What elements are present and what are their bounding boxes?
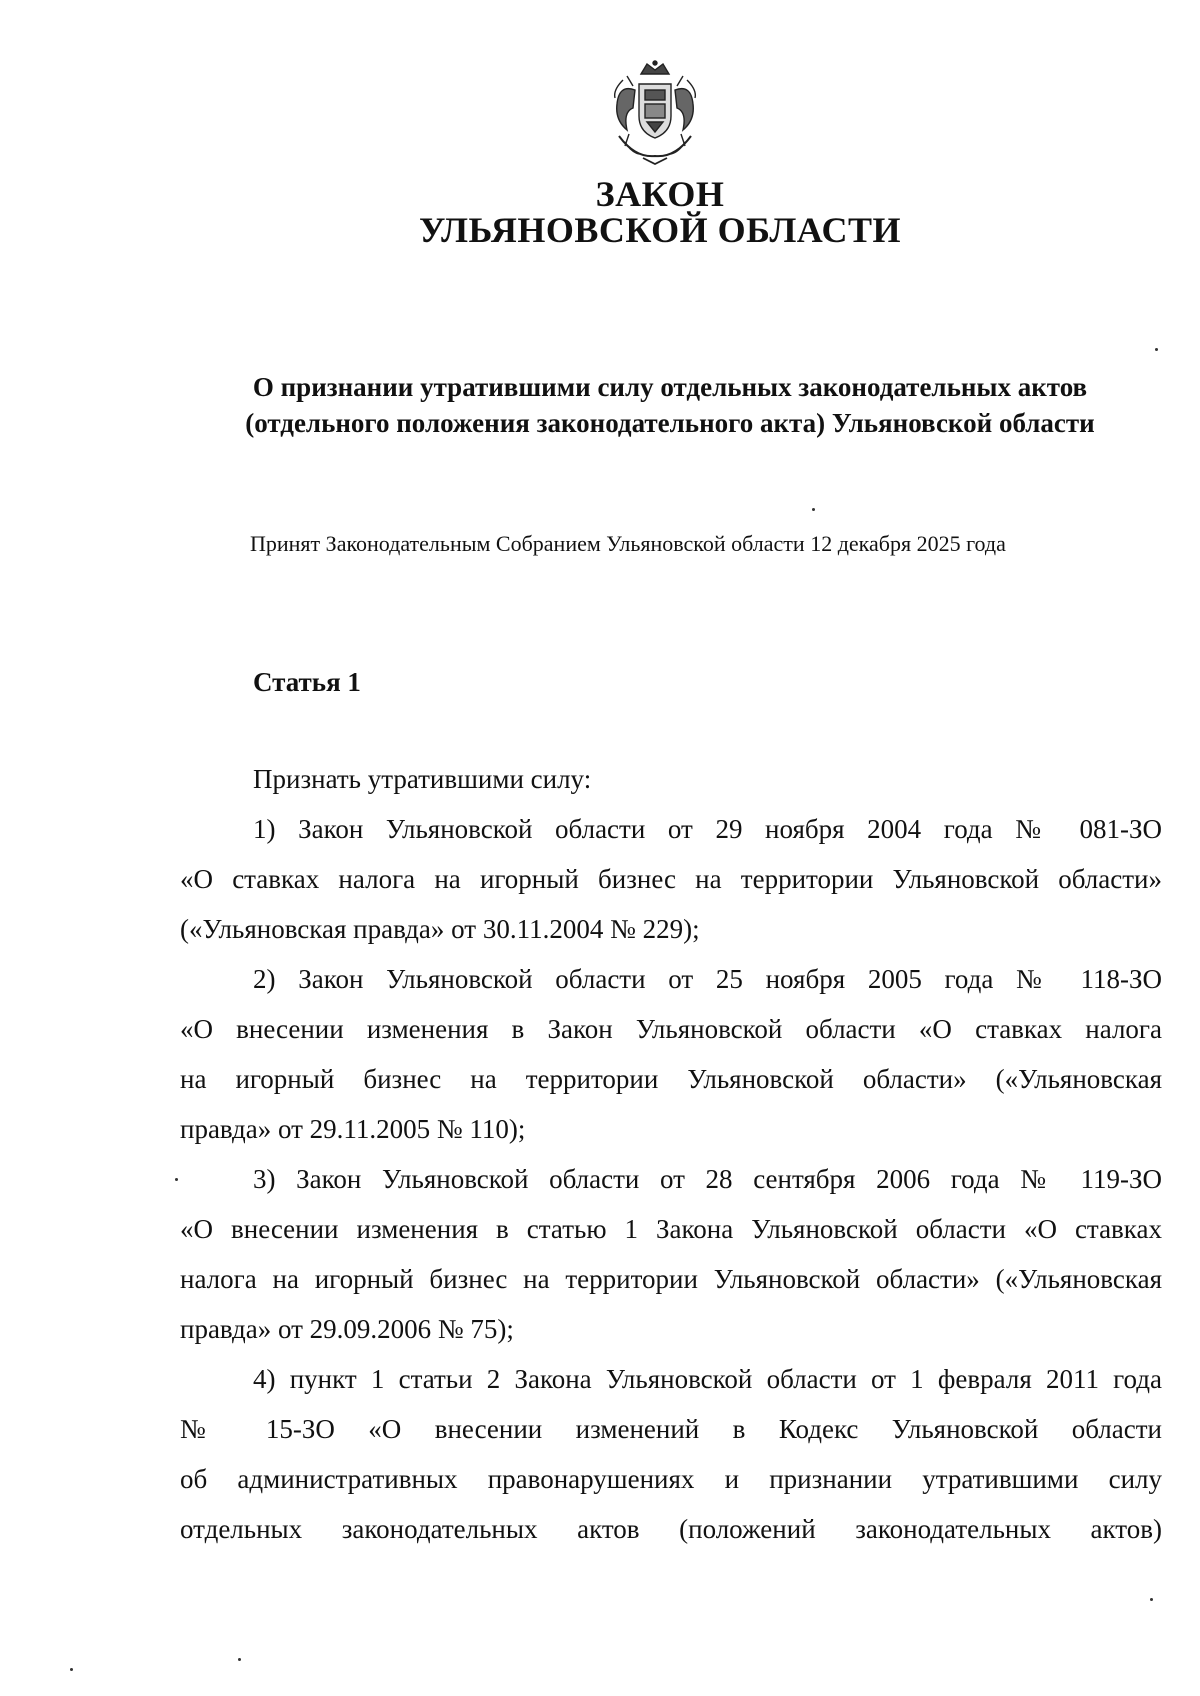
article-line-11: правда» от 29.09.2006 № 75);: [180, 1314, 514, 1344]
article-line-5: «О внесении изменения в Закон Ульяновской области «О ставках налога: [180, 1014, 1162, 1044]
adoption-note: Принят Законодательным Собранием Ульяновской области 12 декабря 2025 года: [250, 531, 1006, 556]
article-line-3: («Ульяновская правда» от 30.11.2004 № 229);: [180, 914, 700, 944]
article-line-2: «О ставках налога на игорный бизнес на территории Ульяновской области»: [180, 864, 1162, 894]
scan-speck: [812, 508, 815, 511]
article-line-4: 2) Закон Ульяновской области от 25 ноября 2005 года № 118-ЗО: [253, 964, 1162, 994]
scan-speck: [70, 1668, 73, 1671]
law-title-line2: УЛЬЯНОВСКОЙ ОБЛАСТИ: [418, 210, 902, 250]
article-line-6: на игорный бизнес на территории Ульяновской области» («Ульяновская: [180, 1064, 1162, 1094]
scan-speck: [175, 1178, 178, 1181]
scan-speck: [238, 1658, 241, 1661]
article-line-15: отдельных законодательных актов (положений законодательных актов): [180, 1514, 1162, 1544]
law-subject-line2: (отдельного положения законодательного акта) Ульяновской области: [245, 408, 1095, 438]
article-heading: Статья 1: [253, 667, 361, 697]
article-line-13: № 15-ЗО «О внесении изменений в Кодекс Ульяновской области: [180, 1414, 1162, 1444]
law-title-line1: ЗАКОН: [595, 174, 725, 214]
article-line-14: об административных правонарушениях и признании утратившими силу: [180, 1464, 1162, 1494]
article-line-1: 1) Закон Ульяновской области от 29 ноября 2004 года № 081-ЗО: [253, 814, 1162, 844]
law-subject-line1: О признании утратившими силу отдельных законодательных актов: [252, 372, 1088, 402]
scan-speck: [1155, 348, 1158, 351]
article-line-12: 4) пункт 1 статьи 2 Закона Ульяновской области от 1 февраля 2011 года: [253, 1364, 1162, 1394]
coat-of-arms-icon: [605, 60, 705, 168]
article-line-8: 3) Закон Ульяновской области от 28 сентября 2006 года № 119-ЗО: [253, 1164, 1162, 1194]
article-line-9: «О внесении изменения в статью 1 Закона Ульяновской области «О ставках: [180, 1214, 1162, 1244]
article-line-7: правда» от 29.11.2005 № 110);: [180, 1114, 526, 1144]
article-intro: Признать утратившими силу:: [253, 764, 592, 794]
article-line-10: налога на игорный бизнес на территории Ульяновской области» («Ульяновская: [180, 1264, 1162, 1294]
scan-speck: [1150, 1598, 1153, 1601]
